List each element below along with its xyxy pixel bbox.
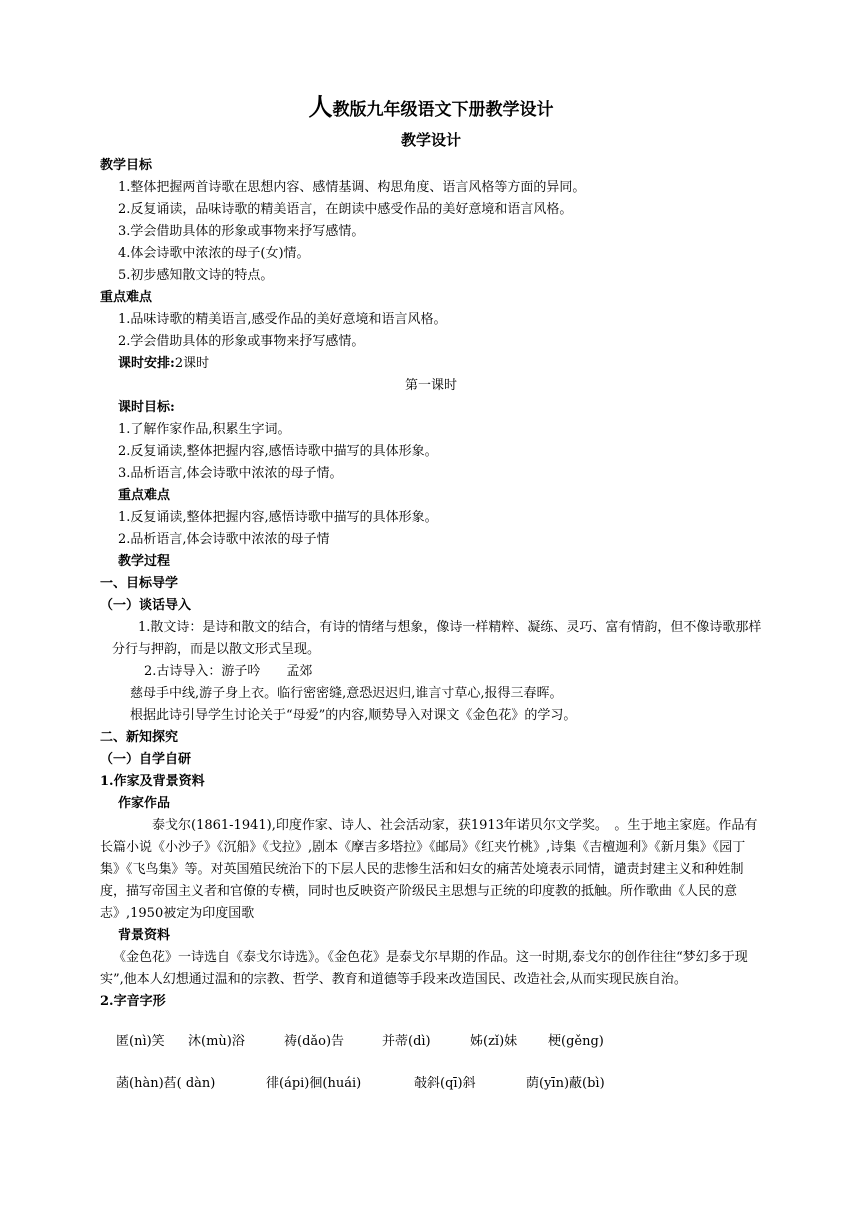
lesson-goal-item: 3.品析语言,体会诗歌中浓浓的母子情。 — [118, 466, 343, 481]
pinyin-row — [100, 1031, 762, 1053]
process-heading: 教学过程 — [118, 554, 171, 569]
pinyin-word: 梗(gěng) — [548, 1034, 604, 1049]
item-heading: 2.字音字形 — [100, 994, 166, 1009]
goal-item: 1.整体把握两首诗歌在思想内容、感情基调、构思角度、语言风格等方面的异同。 — [118, 180, 586, 195]
goal-item: 3.学会借助具体的形象或事物来抒写感情。 — [118, 224, 365, 239]
lesson-heading: 第一课时 — [404, 378, 457, 393]
title-rest: 教版九年级语文下册教学设计 — [332, 100, 554, 120]
schedule-label: 课时安排: — [118, 356, 175, 371]
lesson-goals-heading: 课时目标: — [118, 400, 175, 415]
intro-paragraph: 1.散文诗：是诗和散文的结合，有诗的情绪与想象，像诗一样精粹、凝练、灵巧、富有情韵，但不像诗歌那样分行与押韵，而是以散文形式呈现。 — [112, 620, 762, 657]
lesson-difficulties-heading: 重点难点 — [118, 488, 171, 503]
pinyin-word: 菡(hàn)萏( dàn) — [116, 1076, 216, 1091]
author-heading: 作家作品 — [118, 796, 171, 811]
pinyin-word: 荫(yīn)蔽(bì) — [526, 1076, 605, 1091]
schedule-value: 2课时 — [174, 356, 210, 371]
author-paragraph: 泰戈尔(1861-1941),印度作家、诗人、社会活动家，获1913年诺贝尔文学奖。 。生于地主家庭。作品有长篇小说《小沙子》《沉船》《戈拉》,剧本《摩吉多塔拉》《邮局》《红夹竹桃》,诗集《吉檀迦利》《新月集》《园丁集》《飞鸟集》等。对英国殖民统治下的下层人民的悲惨生活和妇女的痛苦处境表示同情，谴责封建主义和种姓制度，描写帝国主义者和官僚的专横，同时也反映资产阶级民主思想与正统的印度教的抵触。所作歌曲《人民的意志》,1950被定为印度国歌 — [100, 818, 758, 921]
document-subtitle: 教学设计 — [400, 131, 461, 149]
background-paragraph: 《金色花》一诗选自《泰戈尔诗选》。《金色花》是泰戈尔早期的作品。这一时期,泰戈尔的创作往往“梦幻多于现实”,他本人幻想通过温和的宗教、哲学、教育和道德等手段来改造国民、改造社会,从而实现民族自治。 — [100, 950, 748, 987]
intro-poem: 慈母手中线,游子身上衣。临行密密缝,意恐迟迟归,谁言寸草心,报得三春晖。 — [130, 686, 563, 701]
difficulty-item: 2.学会借助具体的形象或事物来抒写感情。 — [118, 334, 365, 349]
lesson-difficulty-item: 2.品析语言,体会诗歌中浓浓的母子情 — [118, 532, 330, 547]
pinyin-word: 祷(dǎo)告 — [284, 1034, 345, 1049]
document-title — [100, 94, 762, 123]
subsection-heading: （一）自学自研 — [100, 752, 192, 767]
subsection-heading: （一）谈话导入 — [100, 598, 192, 613]
pinyin-word: 并蒂(dì) — [382, 1034, 431, 1049]
intro-poem-title: 2.古诗导入：游子吟 孟郊 — [144, 664, 313, 679]
document-page — [100, 94, 762, 1095]
item-heading: 1.作家及背景资料 — [100, 774, 205, 789]
pinyin-word: 徘(ápi)徊(huái) — [266, 1076, 362, 1091]
section-heading: 二、新知探究 — [100, 730, 179, 745]
pinyin-word: 匿(nì)笑 — [116, 1034, 165, 1049]
intro-paragraph: 根据此诗引导学生讨论关于“母爱”的内容,顺势导入对课文《金色花》的学习。 — [130, 708, 577, 723]
title-big-char: 人 — [308, 92, 333, 121]
pinyin-word: 攲斜(qī)斜 — [414, 1076, 476, 1091]
goal-item: 2.反复诵读，品味诗歌的精美语言，在朗读中感受作品的美好意境和语言风格。 — [118, 202, 573, 217]
schedule-line — [100, 353, 762, 375]
goal-item: 4.体会诗歌中浓浓的母子(女)情。 — [118, 246, 310, 261]
goal-item: 5.初步感知散文诗的特点。 — [118, 268, 274, 283]
lesson-goal-item: 2.反复诵读,整体把握内容,感悟诗歌中描写的具体形象。 — [118, 444, 438, 459]
difficulty-item: 1.品味诗歌的精美语言,感受作品的美好意境和语言风格。 — [118, 312, 447, 327]
pinyin-word: 姊(zǐ)妹 — [470, 1034, 518, 1049]
goals-heading: 教学目标 — [100, 158, 153, 173]
section-heading: 一、目标导学 — [100, 576, 179, 591]
lesson-goal-item: 1.了解作家作品,积累生字词。 — [118, 422, 291, 437]
lesson-difficulty-item: 1.反复诵读,整体把握内容,感悟诗歌中描写的具体形象。 — [118, 510, 438, 525]
pinyin-row — [100, 1073, 762, 1095]
background-heading: 背景资料 — [118, 928, 171, 943]
pinyin-word: 沐(mù)浴 — [188, 1034, 245, 1049]
difficulties-heading: 重点难点 — [100, 290, 153, 305]
